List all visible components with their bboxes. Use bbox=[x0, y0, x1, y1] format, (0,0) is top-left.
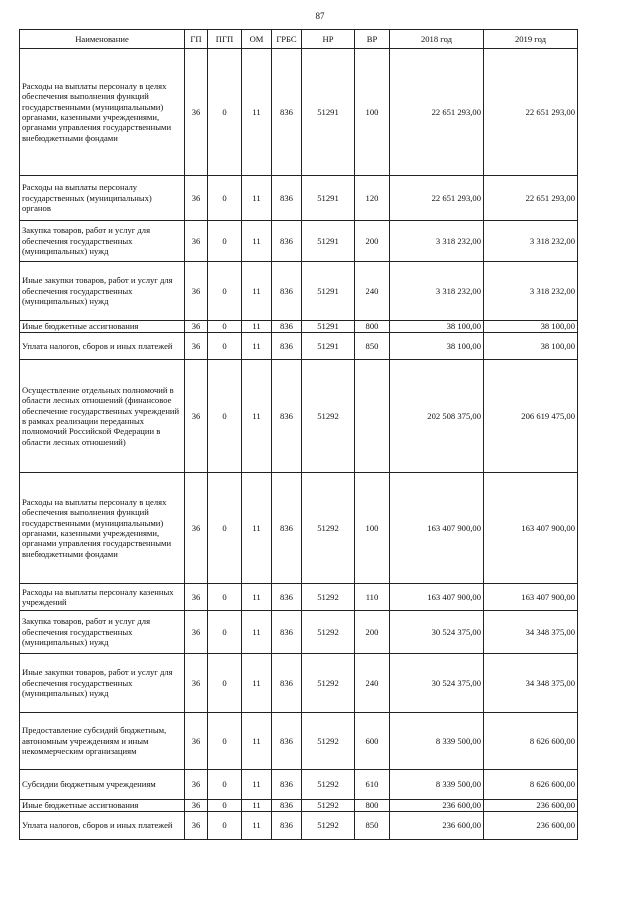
table-row bbox=[20, 611, 578, 654]
table-row bbox=[20, 176, 578, 221]
table-row bbox=[20, 333, 578, 360]
row-name: Иные бюджетные ассигнования bbox=[20, 321, 185, 333]
row-gp: 36 bbox=[185, 333, 208, 360]
row-grbs: 836 bbox=[272, 333, 302, 360]
header-gp: ГП bbox=[185, 30, 208, 49]
row-pgp: 0 bbox=[208, 176, 242, 221]
budget-table bbox=[19, 29, 578, 840]
row-nr: 51291 bbox=[302, 221, 355, 262]
table-row bbox=[20, 49, 578, 176]
header-vr: ВР bbox=[355, 30, 390, 49]
header-name: Наименование bbox=[20, 30, 185, 49]
row-grbs: 836 bbox=[272, 800, 302, 812]
row-2019: 206 619 475,00 bbox=[484, 360, 578, 473]
row-om: 11 bbox=[242, 473, 272, 584]
row-2019: 34 348 375,00 bbox=[484, 611, 578, 654]
header-grbs: ГРБС bbox=[272, 30, 302, 49]
row-vr: 240 bbox=[355, 654, 390, 713]
row-gp: 36 bbox=[185, 176, 208, 221]
row-om: 11 bbox=[242, 360, 272, 473]
row-pgp: 0 bbox=[208, 333, 242, 360]
row-pgp: 0 bbox=[208, 800, 242, 812]
row-2019: 22 651 293,00 bbox=[484, 176, 578, 221]
row-vr: 800 bbox=[355, 321, 390, 333]
row-nr: 51291 bbox=[302, 262, 355, 321]
row-gp: 36 bbox=[185, 49, 208, 176]
row-2018: 163 407 900,00 bbox=[390, 584, 484, 611]
row-pgp: 0 bbox=[208, 654, 242, 713]
row-pgp: 0 bbox=[208, 321, 242, 333]
row-gp: 36 bbox=[185, 221, 208, 262]
row-pgp: 0 bbox=[208, 262, 242, 321]
row-2019: 22 651 293,00 bbox=[484, 49, 578, 176]
table-row bbox=[20, 654, 578, 713]
header-2019: 2019 год bbox=[484, 30, 578, 49]
row-om: 11 bbox=[242, 654, 272, 713]
header-pgp: ПГП bbox=[208, 30, 242, 49]
row-2019: 3 318 232,00 bbox=[484, 262, 578, 321]
row-grbs: 836 bbox=[272, 176, 302, 221]
page-number: 87 bbox=[315, 11, 325, 21]
row-vr: 850 bbox=[355, 812, 390, 840]
row-pgp: 0 bbox=[208, 812, 242, 840]
header-om: ОМ bbox=[242, 30, 272, 49]
row-name: Иные бюджетные ассигнования bbox=[20, 800, 185, 812]
row-2018: 163 407 900,00 bbox=[390, 473, 484, 584]
row-pgp: 0 bbox=[208, 360, 242, 473]
table-row bbox=[20, 584, 578, 611]
row-name: Иные закупки товаров, работ и услуг для обеспечения государственных (муниципальных) нужд bbox=[20, 262, 185, 321]
row-om: 11 bbox=[242, 812, 272, 840]
row-2018: 8 339 500,00 bbox=[390, 713, 484, 770]
table-row bbox=[20, 321, 578, 333]
row-grbs: 836 bbox=[272, 473, 302, 584]
row-gp: 36 bbox=[185, 770, 208, 800]
row-gp: 36 bbox=[185, 473, 208, 584]
row-name: Расходы на выплаты персоналу казенных учреждений bbox=[20, 584, 185, 611]
row-grbs: 836 bbox=[272, 262, 302, 321]
row-om: 11 bbox=[242, 800, 272, 812]
row-nr: 51292 bbox=[302, 770, 355, 800]
table-row bbox=[20, 800, 578, 812]
row-grbs: 836 bbox=[272, 713, 302, 770]
row-vr: 800 bbox=[355, 800, 390, 812]
row-om: 11 bbox=[242, 262, 272, 321]
row-2018: 22 651 293,00 bbox=[390, 176, 484, 221]
row-nr: 51292 bbox=[302, 611, 355, 654]
row-pgp: 0 bbox=[208, 584, 242, 611]
row-name: Расходы на выплаты персоналу в целях обеспечения выполнения функций государственными (муниципальными) органами, казенными учреждениями, органами управления государственными внебюджетными фондами bbox=[20, 49, 185, 176]
row-name: Предоставление субсидий бюджетным, автономным учреждениям и иным некоммерческим организациям bbox=[20, 713, 185, 770]
row-grbs: 836 bbox=[272, 584, 302, 611]
row-om: 11 bbox=[242, 221, 272, 262]
row-nr: 51291 bbox=[302, 49, 355, 176]
row-grbs: 836 bbox=[272, 654, 302, 713]
row-2018: 8 339 500,00 bbox=[390, 770, 484, 800]
row-2019: 236 600,00 bbox=[484, 800, 578, 812]
row-pgp: 0 bbox=[208, 49, 242, 176]
row-2018: 30 524 375,00 bbox=[390, 611, 484, 654]
row-gp: 36 bbox=[185, 321, 208, 333]
row-grbs: 836 bbox=[272, 49, 302, 176]
row-2019: 38 100,00 bbox=[484, 321, 578, 333]
row-vr: 100 bbox=[355, 49, 390, 176]
row-vr: 240 bbox=[355, 262, 390, 321]
row-2018: 38 100,00 bbox=[390, 333, 484, 360]
table-row bbox=[20, 473, 578, 584]
row-pgp: 0 bbox=[208, 473, 242, 584]
row-2018: 30 524 375,00 bbox=[390, 654, 484, 713]
row-nr: 51291 bbox=[302, 176, 355, 221]
row-name: Закупка товаров, работ и услуг для обеспечения государственных (муниципальных) нужд bbox=[20, 611, 185, 654]
row-2019: 8 626 600,00 bbox=[484, 713, 578, 770]
row-om: 11 bbox=[242, 321, 272, 333]
row-name: Расходы на выплаты персоналу государственных (муниципальных) органов bbox=[20, 176, 185, 221]
row-nr: 51292 bbox=[302, 360, 355, 473]
row-om: 11 bbox=[242, 584, 272, 611]
row-2018: 38 100,00 bbox=[390, 321, 484, 333]
table-row bbox=[20, 262, 578, 321]
row-om: 11 bbox=[242, 770, 272, 800]
row-gp: 36 bbox=[185, 800, 208, 812]
row-2018: 202 508 375,00 bbox=[390, 360, 484, 473]
row-om: 11 bbox=[242, 49, 272, 176]
row-gp: 36 bbox=[185, 812, 208, 840]
row-nr: 51292 bbox=[302, 473, 355, 584]
row-2019: 38 100,00 bbox=[484, 333, 578, 360]
row-gp: 36 bbox=[185, 584, 208, 611]
header-2018: 2018 год bbox=[390, 30, 484, 49]
row-pgp: 0 bbox=[208, 221, 242, 262]
table-row bbox=[20, 360, 578, 473]
row-grbs: 836 bbox=[272, 321, 302, 333]
row-pgp: 0 bbox=[208, 713, 242, 770]
row-om: 11 bbox=[242, 713, 272, 770]
row-grbs: 836 bbox=[272, 770, 302, 800]
row-vr: 110 bbox=[355, 584, 390, 611]
row-2018: 3 318 232,00 bbox=[390, 262, 484, 321]
row-grbs: 836 bbox=[272, 360, 302, 473]
row-2018: 236 600,00 bbox=[390, 800, 484, 812]
row-2019: 236 600,00 bbox=[484, 812, 578, 840]
row-name: Иные закупки товаров, работ и услуг для обеспечения государственных (муниципальных) нужд bbox=[20, 654, 185, 713]
row-name: Уплата налогов, сборов и иных платежей bbox=[20, 812, 185, 840]
table-row bbox=[20, 713, 578, 770]
row-nr: 51291 bbox=[302, 321, 355, 333]
row-gp: 36 bbox=[185, 611, 208, 654]
row-2019: 8 626 600,00 bbox=[484, 770, 578, 800]
row-gp: 36 bbox=[185, 262, 208, 321]
row-name: Расходы на выплаты персоналу в целях обеспечения выполнения функций государственными (муниципальными) органами, казенными учреждениями, органами управления государственными внебюджетными фондами bbox=[20, 473, 185, 584]
row-name: Осуществление отдельных полномочий в области лесных отношений (финансовое обеспечение государственных учреждений в рамках реализации переданных полномочий Российской Федерации в области лесных отношений) bbox=[20, 360, 185, 473]
table-row bbox=[20, 221, 578, 262]
row-vr: 200 bbox=[355, 611, 390, 654]
row-gp: 36 bbox=[185, 360, 208, 473]
row-grbs: 836 bbox=[272, 221, 302, 262]
row-vr: 600 bbox=[355, 713, 390, 770]
row-2019: 163 407 900,00 bbox=[484, 473, 578, 584]
row-2019: 3 318 232,00 bbox=[484, 221, 578, 262]
table-header-row bbox=[20, 30, 578, 49]
row-pgp: 0 bbox=[208, 611, 242, 654]
row-vr: 850 bbox=[355, 333, 390, 360]
row-pgp: 0 bbox=[208, 770, 242, 800]
row-2018: 236 600,00 bbox=[390, 812, 484, 840]
row-grbs: 836 bbox=[272, 812, 302, 840]
row-nr: 51292 bbox=[302, 800, 355, 812]
row-vr: 120 bbox=[355, 176, 390, 221]
row-om: 11 bbox=[242, 333, 272, 360]
header-nr: НР bbox=[302, 30, 355, 49]
row-name: Уплата налогов, сборов и иных платежей bbox=[20, 333, 185, 360]
row-nr: 51292 bbox=[302, 654, 355, 713]
row-2018: 3 318 232,00 bbox=[390, 221, 484, 262]
row-om: 11 bbox=[242, 176, 272, 221]
row-om: 11 bbox=[242, 611, 272, 654]
row-nr: 51291 bbox=[302, 333, 355, 360]
row-vr: 100 bbox=[355, 473, 390, 584]
table-row bbox=[20, 770, 578, 800]
row-nr: 51292 bbox=[302, 713, 355, 770]
row-vr bbox=[355, 360, 390, 473]
row-name: Закупка товаров, работ и услуг для обеспечения государственных (муниципальных) нужд bbox=[20, 221, 185, 262]
table-row bbox=[20, 812, 578, 840]
row-gp: 36 bbox=[185, 713, 208, 770]
row-2019: 163 407 900,00 bbox=[484, 584, 578, 611]
row-nr: 51292 bbox=[302, 812, 355, 840]
row-vr: 610 bbox=[355, 770, 390, 800]
row-grbs: 836 bbox=[272, 611, 302, 654]
row-2018: 22 651 293,00 bbox=[390, 49, 484, 176]
row-vr: 200 bbox=[355, 221, 390, 262]
row-name: Субсидии бюджетным учреждениям bbox=[20, 770, 185, 800]
row-nr: 51292 bbox=[302, 584, 355, 611]
row-2019: 34 348 375,00 bbox=[484, 654, 578, 713]
row-gp: 36 bbox=[185, 654, 208, 713]
